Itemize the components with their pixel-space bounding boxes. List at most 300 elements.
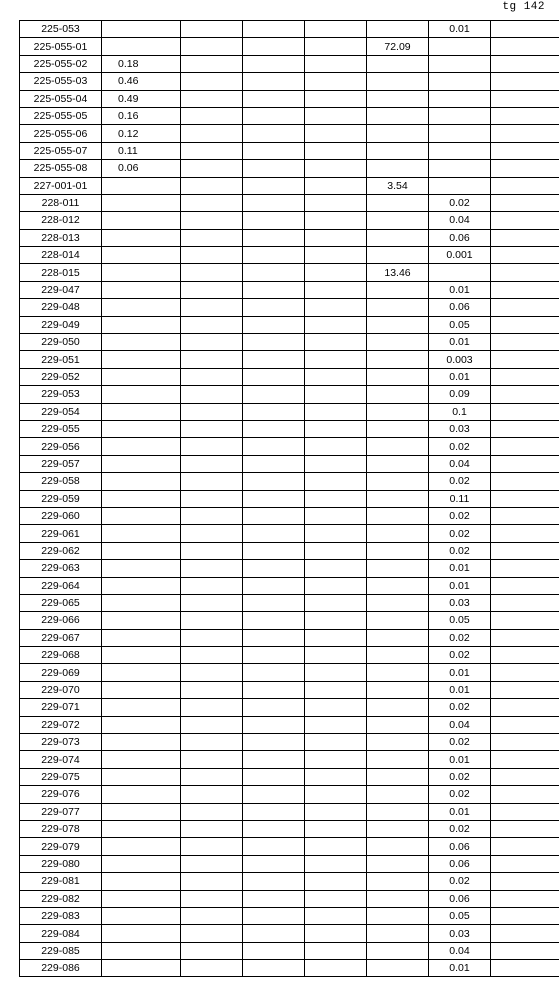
value-cell-col5 — [367, 629, 429, 646]
empty-cell-col7 — [491, 542, 559, 559]
sample-id-cell: 225-055-06 — [20, 125, 102, 142]
value-cell-col1 — [102, 264, 181, 281]
empty-cell-col7 — [491, 368, 559, 385]
empty-cell-col2 — [181, 194, 243, 211]
value-cell-col1 — [102, 194, 181, 211]
value-cell-col5 — [367, 838, 429, 855]
sample-id-cell: 229-061 — [20, 525, 102, 542]
sample-id-cell: 229-053 — [20, 386, 102, 403]
empty-cell-col3 — [243, 925, 305, 942]
value-cell-col1: 0.16 — [102, 107, 181, 124]
value-cell-col1 — [102, 334, 181, 351]
table-row — [20, 925, 559, 942]
table-row — [20, 820, 559, 837]
empty-cell-col2 — [181, 142, 243, 159]
value-cell-col6: 0.01 — [429, 681, 491, 698]
value-cell-col1 — [102, 299, 181, 316]
empty-cell-col4 — [305, 55, 367, 72]
empty-cell-col3 — [243, 386, 305, 403]
value-cell-col1 — [102, 890, 181, 907]
value-cell-col5 — [367, 142, 429, 159]
value-cell-col5 — [367, 212, 429, 229]
value-cell-col5 — [367, 281, 429, 298]
table-row — [20, 281, 559, 298]
value-cell-col1 — [102, 768, 181, 785]
empty-cell-col3 — [243, 751, 305, 768]
value-cell-col1 — [102, 820, 181, 837]
value-cell-col5 — [367, 734, 429, 751]
empty-cell-col7 — [491, 107, 559, 124]
empty-cell-col7 — [491, 455, 559, 472]
sample-id-cell: 229-069 — [20, 664, 102, 681]
empty-cell-col2 — [181, 490, 243, 507]
empty-cell-col3 — [243, 786, 305, 803]
value-cell-col5 — [367, 386, 429, 403]
value-cell-col5 — [367, 594, 429, 611]
value-cell-col6: 0.02 — [429, 438, 491, 455]
empty-cell-col3 — [243, 299, 305, 316]
sample-id-cell: 229-068 — [20, 647, 102, 664]
empty-cell-col7 — [491, 681, 559, 698]
empty-cell-col4 — [305, 473, 367, 490]
value-cell-col6: 0.02 — [429, 507, 491, 524]
value-cell-col5 — [367, 90, 429, 107]
empty-cell-col7 — [491, 960, 559, 977]
empty-cell-col4 — [305, 664, 367, 681]
empty-cell-col4 — [305, 160, 367, 177]
sample-id-cell: 229-054 — [20, 403, 102, 420]
sample-id-cell: 229-065 — [20, 594, 102, 611]
value-cell-col1 — [102, 699, 181, 716]
empty-cell-col7 — [491, 664, 559, 681]
sample-id-cell: 225-055-08 — [20, 160, 102, 177]
table-row — [20, 38, 559, 55]
empty-cell-col4 — [305, 281, 367, 298]
sample-id-cell: 229-048 — [20, 299, 102, 316]
value-cell-col1 — [102, 38, 181, 55]
empty-cell-col3 — [243, 21, 305, 38]
value-cell-col1 — [102, 664, 181, 681]
sample-id-cell: 225-055-03 — [20, 73, 102, 90]
empty-cell-col2 — [181, 560, 243, 577]
empty-cell-col3 — [243, 160, 305, 177]
table-row — [20, 438, 559, 455]
table-row — [20, 647, 559, 664]
table-row — [20, 838, 559, 855]
value-cell-col6: 0.01 — [429, 560, 491, 577]
value-cell-col1 — [102, 247, 181, 264]
value-cell-col6: 0.02 — [429, 542, 491, 559]
value-cell-col1: 0.11 — [102, 142, 181, 159]
table-row — [20, 542, 559, 559]
sample-id-cell: 229-059 — [20, 490, 102, 507]
empty-cell-col3 — [243, 107, 305, 124]
value-cell-col5 — [367, 21, 429, 38]
empty-cell-col4 — [305, 942, 367, 959]
value-cell-col5 — [367, 664, 429, 681]
empty-cell-col4 — [305, 403, 367, 420]
empty-cell-col4 — [305, 542, 367, 559]
empty-cell-col2 — [181, 264, 243, 281]
value-cell-col6: 0.01 — [429, 281, 491, 298]
value-cell-col6: 0.02 — [429, 873, 491, 890]
table-row — [20, 455, 559, 472]
sample-id-cell: 229-071 — [20, 699, 102, 716]
sample-id-cell: 225-053 — [20, 21, 102, 38]
sample-id-cell: 229-070 — [20, 681, 102, 698]
value-cell-col5 — [367, 681, 429, 698]
table-row — [20, 90, 559, 107]
value-cell-col1 — [102, 316, 181, 333]
empty-cell-col2 — [181, 90, 243, 107]
empty-cell-col4 — [305, 455, 367, 472]
empty-cell-col2 — [181, 403, 243, 420]
empty-cell-col2 — [181, 455, 243, 472]
value-cell-col6 — [429, 73, 491, 90]
table-row — [20, 368, 559, 385]
sample-id-cell: 228-015 — [20, 264, 102, 281]
value-cell-col5 — [367, 368, 429, 385]
value-cell-col5 — [367, 542, 429, 559]
value-cell-col1 — [102, 855, 181, 872]
empty-cell-col4 — [305, 90, 367, 107]
value-cell-col6 — [429, 90, 491, 107]
table-row — [20, 73, 559, 90]
empty-cell-col2 — [181, 125, 243, 142]
empty-cell-col3 — [243, 125, 305, 142]
value-cell-col1: 0.12 — [102, 125, 181, 142]
table-row — [20, 960, 559, 977]
sample-id-cell: 229-062 — [20, 542, 102, 559]
empty-cell-col3 — [243, 803, 305, 820]
empty-cell-col4 — [305, 873, 367, 890]
empty-cell-col3 — [243, 507, 305, 524]
sample-id-cell: 229-084 — [20, 925, 102, 942]
empty-cell-col7 — [491, 473, 559, 490]
empty-cell-col7 — [491, 699, 559, 716]
empty-cell-col4 — [305, 855, 367, 872]
value-cell-col5 — [367, 420, 429, 437]
value-cell-col1 — [102, 542, 181, 559]
empty-cell-col2 — [181, 507, 243, 524]
empty-cell-col3 — [243, 577, 305, 594]
empty-cell-col7 — [491, 716, 559, 733]
value-cell-col6: 0.06 — [429, 855, 491, 872]
empty-cell-col7 — [491, 55, 559, 72]
value-cell-col1 — [102, 368, 181, 385]
value-cell-col6: 0.06 — [429, 229, 491, 246]
empty-cell-col2 — [181, 960, 243, 977]
table-row — [20, 873, 559, 890]
empty-cell-col4 — [305, 125, 367, 142]
empty-cell-col2 — [181, 247, 243, 264]
empty-cell-col4 — [305, 525, 367, 542]
value-cell-col6 — [429, 177, 491, 194]
empty-cell-col3 — [243, 734, 305, 751]
value-cell-col1 — [102, 351, 181, 368]
sample-id-cell: 229-079 — [20, 838, 102, 855]
value-cell-col1 — [102, 473, 181, 490]
value-cell-col6: 0.02 — [429, 786, 491, 803]
table-row — [20, 803, 559, 820]
empty-cell-col7 — [491, 629, 559, 646]
value-cell-col1 — [102, 612, 181, 629]
empty-cell-col2 — [181, 212, 243, 229]
value-cell-col5 — [367, 716, 429, 733]
empty-cell-col4 — [305, 194, 367, 211]
empty-cell-col7 — [491, 212, 559, 229]
empty-cell-col2 — [181, 838, 243, 855]
value-cell-col6: 0.05 — [429, 612, 491, 629]
empty-cell-col7 — [491, 751, 559, 768]
empty-cell-col2 — [181, 925, 243, 942]
table-row — [20, 55, 559, 72]
sample-id-cell: 225-055-04 — [20, 90, 102, 107]
empty-cell-col2 — [181, 907, 243, 924]
value-cell-col5 — [367, 612, 429, 629]
empty-cell-col4 — [305, 107, 367, 124]
table-row — [20, 768, 559, 785]
sample-id-cell: 229-081 — [20, 873, 102, 890]
empty-cell-col2 — [181, 229, 243, 246]
empty-cell-col4 — [305, 681, 367, 698]
value-cell-col1 — [102, 438, 181, 455]
table-row — [20, 751, 559, 768]
empty-cell-col4 — [305, 299, 367, 316]
empty-cell-col3 — [243, 699, 305, 716]
empty-cell-col2 — [181, 716, 243, 733]
empty-cell-col3 — [243, 55, 305, 72]
sample-id-cell: 225-055-02 — [20, 55, 102, 72]
value-cell-col1 — [102, 907, 181, 924]
empty-cell-col2 — [181, 734, 243, 751]
empty-cell-col7 — [491, 525, 559, 542]
value-cell-col6: 0.06 — [429, 890, 491, 907]
empty-cell-col4 — [305, 177, 367, 194]
empty-cell-col4 — [305, 490, 367, 507]
value-cell-col6: 0.04 — [429, 212, 491, 229]
empty-cell-col3 — [243, 890, 305, 907]
value-cell-col6: 0.01 — [429, 803, 491, 820]
empty-cell-col3 — [243, 247, 305, 264]
sample-id-cell: 229-055 — [20, 420, 102, 437]
sample-id-cell: 229-073 — [20, 734, 102, 751]
empty-cell-col3 — [243, 942, 305, 959]
empty-cell-col3 — [243, 73, 305, 90]
table-row — [20, 716, 559, 733]
value-cell-col1 — [102, 229, 181, 246]
sample-id-cell: 229-049 — [20, 316, 102, 333]
value-cell-col1 — [102, 525, 181, 542]
empty-cell-col2 — [181, 647, 243, 664]
empty-cell-col3 — [243, 768, 305, 785]
sample-id-cell: 229-063 — [20, 560, 102, 577]
empty-cell-col7 — [491, 299, 559, 316]
sample-id-cell: 225-055-05 — [20, 107, 102, 124]
empty-cell-col4 — [305, 960, 367, 977]
value-cell-col6: 0.01 — [429, 577, 491, 594]
value-cell-col6: 0.001 — [429, 247, 491, 264]
sample-id-cell: 225-055-07 — [20, 142, 102, 159]
empty-cell-col3 — [243, 229, 305, 246]
value-cell-col6: 0.02 — [429, 629, 491, 646]
value-cell-col5 — [367, 820, 429, 837]
empty-cell-col2 — [181, 820, 243, 837]
empty-cell-col3 — [243, 403, 305, 420]
value-cell-col5 — [367, 316, 429, 333]
empty-cell-col4 — [305, 699, 367, 716]
empty-cell-col2 — [181, 73, 243, 90]
empty-cell-col3 — [243, 716, 305, 733]
empty-cell-col2 — [181, 368, 243, 385]
empty-cell-col7 — [491, 768, 559, 785]
value-cell-col6: 0.01 — [429, 334, 491, 351]
empty-cell-col7 — [491, 890, 559, 907]
value-cell-col5 — [367, 125, 429, 142]
value-cell-col5 — [367, 751, 429, 768]
value-cell-col1 — [102, 560, 181, 577]
empty-cell-col7 — [491, 507, 559, 524]
value-cell-col1 — [102, 873, 181, 890]
table-row — [20, 212, 559, 229]
empty-cell-col3 — [243, 960, 305, 977]
sample-id-cell: 229-078 — [20, 820, 102, 837]
empty-cell-col4 — [305, 838, 367, 855]
empty-cell-col3 — [243, 838, 305, 855]
empty-cell-col7 — [491, 838, 559, 855]
empty-cell-col3 — [243, 420, 305, 437]
value-cell-col5 — [367, 351, 429, 368]
empty-cell-col4 — [305, 247, 367, 264]
value-cell-col6 — [429, 160, 491, 177]
empty-cell-col3 — [243, 542, 305, 559]
empty-cell-col2 — [181, 664, 243, 681]
value-cell-col1 — [102, 594, 181, 611]
empty-cell-col2 — [181, 107, 243, 124]
empty-cell-col7 — [491, 281, 559, 298]
empty-cell-col3 — [243, 820, 305, 837]
sample-id-cell: 229-067 — [20, 629, 102, 646]
value-cell-col5 — [367, 803, 429, 820]
value-cell-col6: 0.06 — [429, 299, 491, 316]
empty-cell-col4 — [305, 890, 367, 907]
empty-cell-col3 — [243, 38, 305, 55]
value-cell-col1 — [102, 838, 181, 855]
table-row — [20, 316, 559, 333]
value-cell-col5 — [367, 229, 429, 246]
sample-id-cell: 229-072 — [20, 716, 102, 733]
empty-cell-col3 — [243, 629, 305, 646]
empty-cell-col4 — [305, 612, 367, 629]
empty-cell-col4 — [305, 925, 367, 942]
empty-cell-col2 — [181, 629, 243, 646]
table-row — [20, 160, 559, 177]
empty-cell-col7 — [491, 420, 559, 437]
value-cell-col5 — [367, 907, 429, 924]
sample-id-cell: 229-051 — [20, 351, 102, 368]
table-row — [20, 699, 559, 716]
empty-cell-col7 — [491, 229, 559, 246]
empty-cell-col3 — [243, 194, 305, 211]
table-row — [20, 177, 559, 194]
empty-cell-col4 — [305, 212, 367, 229]
value-cell-col5 — [367, 647, 429, 664]
empty-cell-col7 — [491, 386, 559, 403]
table-row — [20, 264, 559, 281]
sample-id-cell: 229-080 — [20, 855, 102, 872]
sample-id-cell: 229-047 — [20, 281, 102, 298]
sample-id-cell: 229-057 — [20, 455, 102, 472]
empty-cell-col4 — [305, 21, 367, 38]
empty-cell-col7 — [491, 247, 559, 264]
empty-cell-col7 — [491, 786, 559, 803]
empty-cell-col7 — [491, 125, 559, 142]
empty-cell-col4 — [305, 803, 367, 820]
sample-id-cell: 229-085 — [20, 942, 102, 959]
empty-cell-col7 — [491, 925, 559, 942]
empty-cell-col3 — [243, 351, 305, 368]
value-cell-col5 — [367, 490, 429, 507]
empty-cell-col3 — [243, 264, 305, 281]
empty-cell-col4 — [305, 751, 367, 768]
empty-cell-col2 — [181, 281, 243, 298]
value-cell-col5 — [367, 403, 429, 420]
sample-id-cell: 229-082 — [20, 890, 102, 907]
table-row — [20, 142, 559, 159]
empty-cell-col2 — [181, 786, 243, 803]
empty-cell-col4 — [305, 264, 367, 281]
empty-cell-col4 — [305, 420, 367, 437]
value-cell-col1: 0.06 — [102, 160, 181, 177]
table-row — [20, 594, 559, 611]
table-row — [20, 229, 559, 246]
table-row — [20, 507, 559, 524]
empty-cell-col7 — [491, 820, 559, 837]
sample-id-cell: 229-083 — [20, 907, 102, 924]
value-cell-col5 — [367, 786, 429, 803]
empty-cell-col2 — [181, 473, 243, 490]
empty-cell-col4 — [305, 629, 367, 646]
value-cell-col1: 0.18 — [102, 55, 181, 72]
value-cell-col1 — [102, 681, 181, 698]
table-row — [20, 786, 559, 803]
value-cell-col5 — [367, 55, 429, 72]
empty-cell-col7 — [491, 647, 559, 664]
table-row — [20, 907, 559, 924]
empty-cell-col7 — [491, 264, 559, 281]
table-row — [20, 855, 559, 872]
table-row — [20, 942, 559, 959]
empty-cell-col7 — [491, 577, 559, 594]
empty-cell-col7 — [491, 855, 559, 872]
table-row — [20, 334, 559, 351]
empty-cell-col2 — [181, 542, 243, 559]
value-cell-col1 — [102, 490, 181, 507]
empty-cell-col3 — [243, 473, 305, 490]
table-row — [20, 299, 559, 316]
value-cell-col6 — [429, 55, 491, 72]
value-cell-col1 — [102, 629, 181, 646]
empty-cell-col4 — [305, 438, 367, 455]
sample-id-cell: 229-066 — [20, 612, 102, 629]
value-cell-col5 — [367, 299, 429, 316]
value-cell-col6: 0.1 — [429, 403, 491, 420]
value-cell-col5 — [367, 855, 429, 872]
empty-cell-col2 — [181, 890, 243, 907]
empty-cell-col2 — [181, 334, 243, 351]
empty-cell-col3 — [243, 855, 305, 872]
empty-cell-col7 — [491, 194, 559, 211]
